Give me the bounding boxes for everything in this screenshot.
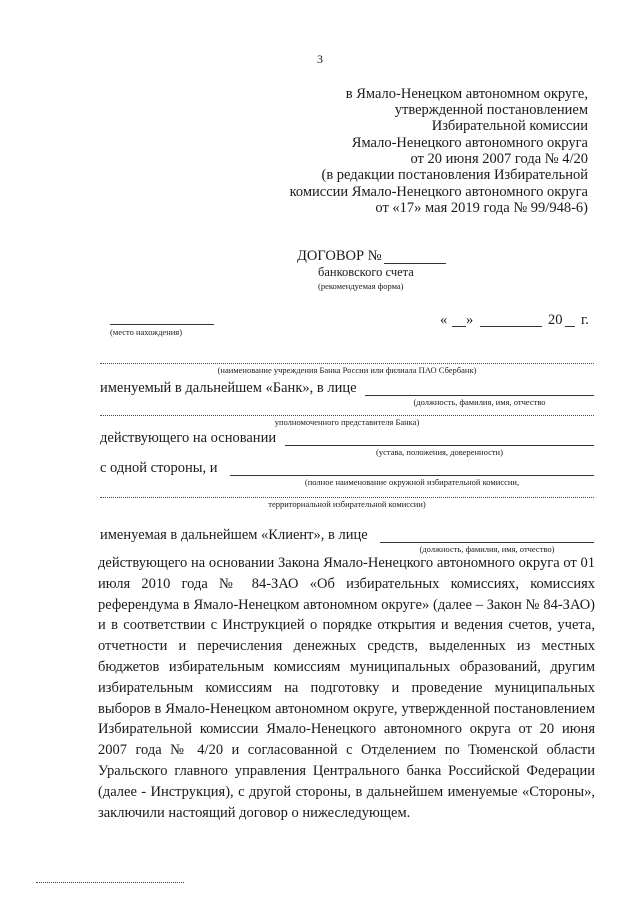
bank-representative-field-cont[interactable] [100,415,594,416]
date-day-field[interactable] [452,326,466,327]
date-month-field[interactable] [480,326,542,327]
contract-number-field[interactable] [384,263,446,264]
one-side-line: с одной стороны, и [100,460,218,476]
bank-named-line: именуемый в дальнейшем «Банк», в лице [100,380,357,396]
date-year-field[interactable] [565,326,575,327]
location-caption: (место нахождения) [110,327,183,337]
client-position-caption: (должность, фамилия, имя, отчество) [419,544,555,554]
client-named-line: именуемая в дальнейшем «Клиент», в лице [100,527,368,543]
form-note: (рекомендуемая форма) [318,281,404,291]
bank-name-field[interactable] [100,363,594,364]
bank-representative-field[interactable] [365,395,594,396]
date-year-suffix: г. [581,312,589,328]
contract-subtitle: банковского счета [318,265,414,279]
page-number: 3 [317,52,323,66]
header-line: (в редакции постановления Избирательной [321,167,588,183]
date-open-quote: « [440,312,448,328]
basis-caption: (устава, положения, доверенности) [376,447,503,457]
acting-on-line: действующего на основании [100,430,277,446]
date-close-quote: » [466,312,474,328]
footnote-separator [36,882,184,883]
header-line: от 20 июня 2007 года № 4/20 [410,151,588,167]
header-line: комиссии Ямало-Ненецкого автономного округа [289,184,588,200]
bank-position-caption: (должность, фамилия, имя, отчество [413,397,546,407]
commission-field[interactable] [230,475,594,476]
client-representative-field[interactable] [380,542,594,543]
commission-field-cont[interactable] [100,497,594,498]
header-line: утвержденной постановлением [394,102,588,118]
header-line: в Ямало-Ненецком автономном округе, [345,86,588,102]
commission-territorial-caption: территориальной избирательной комиссии) [268,499,426,509]
header-line: Ямало-Ненецкого автономного округа [351,135,588,151]
header-line: от «17» мая 2019 года № 99/948-6) [375,200,588,216]
date-year-prefix: 20 [548,312,563,328]
bank-name-caption: (наименование учреждения Банка России или филиала ПАО Сбербанк) [217,365,477,375]
basis-field[interactable] [285,445,594,446]
header-line: Избирательной комиссии [431,118,588,134]
authorized-rep-caption: уполномоченного представителя Банка) [274,417,420,427]
body-paragraph: действующего на основании Закона Ямало-Ненецкого автономного округа от 01 июля 2010 года № 84-ЗАО «Об избирательных комиссиях, комиссиях референдума в Ямало-Ненецком автономном округе» (далее – Закон № 84-ЗАО) и в соответствии с Инструкцией о порядке открытия и ведения счетов, учета, отчетности и перечисления денежных средств, выделенных из местных бюджетов избирательным комиссиям муниципальных образований, другим избирательным комиссиям на подготовку и проведение муниципальных выборов в Ямало-Ненецком автономном округе, утвержденной постановлением Избирательной комиссии Ямало-Ненецкого автономного округа от 20 июня 2007 года № 4/20 и согласованной с Отделением по Тюменской области Уральского главного управления Центрального банка Российской Федерации (далее - Инструкция), с другой стороны, в дальнейшем именуемые «Стороны», заключили настоящий договор о нижеследующем. [98,555,595,821]
contract-title: ДОГОВОР № [297,248,382,264]
location-field[interactable] [110,324,214,325]
commission-full-caption: (полное наименование окружной избирательной комиссии, [304,477,520,487]
